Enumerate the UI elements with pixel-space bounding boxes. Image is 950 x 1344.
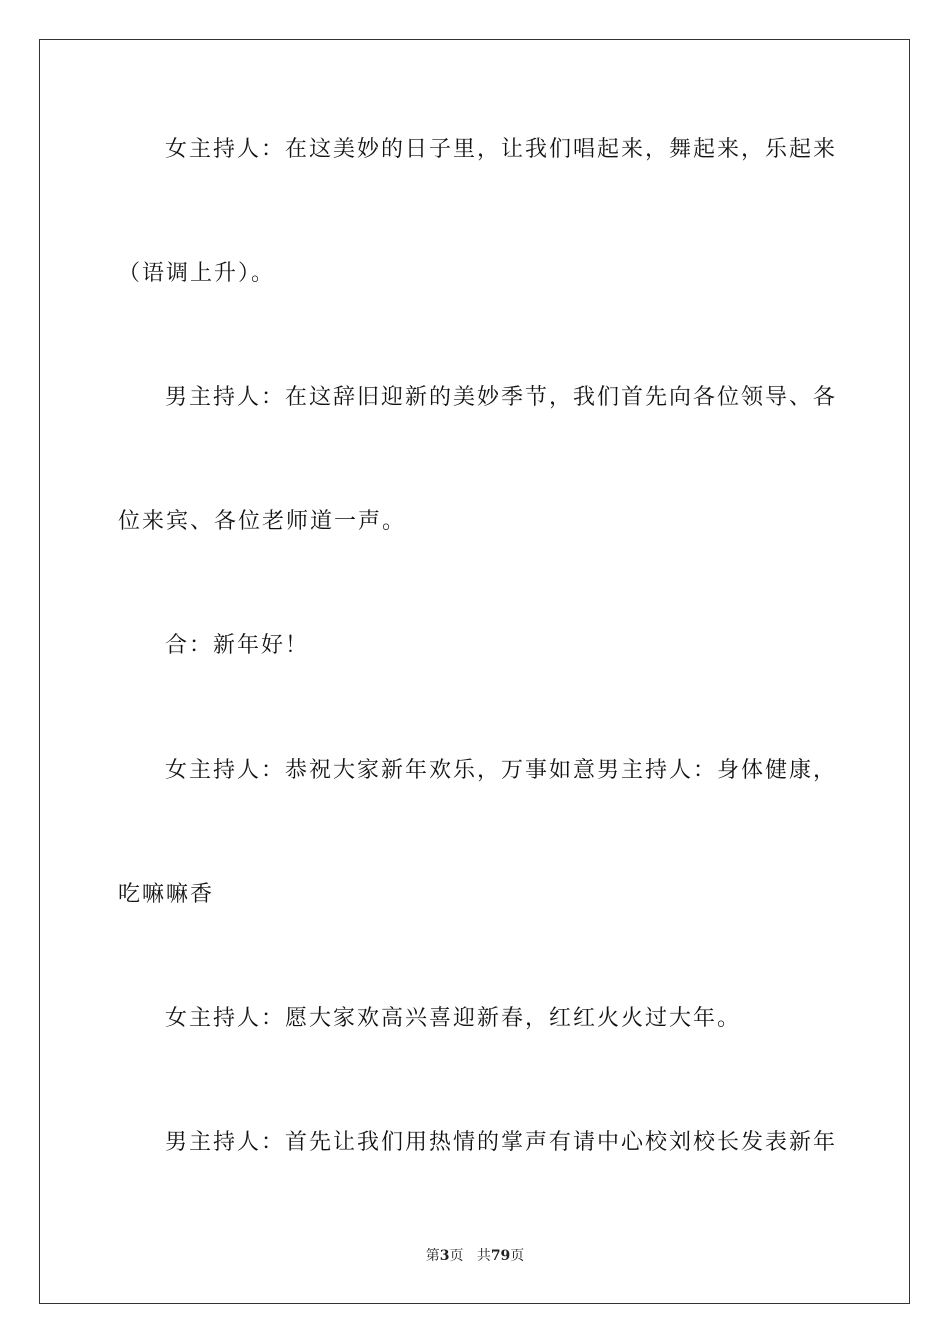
paragraph-line: （语调上升）。	[118, 261, 276, 286]
paragraph-line: 合：新年好！	[165, 633, 310, 658]
total-prefix: 共	[476, 1248, 491, 1264]
total-suffix: 页	[510, 1248, 525, 1264]
paragraph-line: 女主持人：在这美妙的日子里，让我们唱起来，舞起来，乐起来	[165, 137, 838, 162]
page-prefix: 第	[425, 1248, 440, 1264]
paragraph-line: 女主持人：愿大家欢高兴喜迎新春，红红火火过大年。	[165, 1006, 742, 1031]
page-border	[39, 39, 910, 1304]
page-suffix: 页	[449, 1248, 464, 1264]
paragraph-line: 女主持人：恭祝大家新年欢乐，万事如意男主持人：身体健康，	[165, 758, 838, 783]
page-number: 3	[439, 1248, 450, 1264]
paragraph-line: 男主持人：首先让我们用热情的掌声有请中心校刘校长发表新年	[165, 1130, 838, 1155]
page-footer	[0, 1247, 950, 1265]
total-pages: 79	[490, 1248, 511, 1264]
paragraph-line: 位来宾、各位老师道一声。	[118, 509, 407, 534]
paragraph-line: 男主持人：在这辞旧迎新的美妙季节，我们首先向各位领导、各	[165, 385, 838, 410]
paragraph-line: 吃嘛嘛香	[118, 882, 215, 907]
